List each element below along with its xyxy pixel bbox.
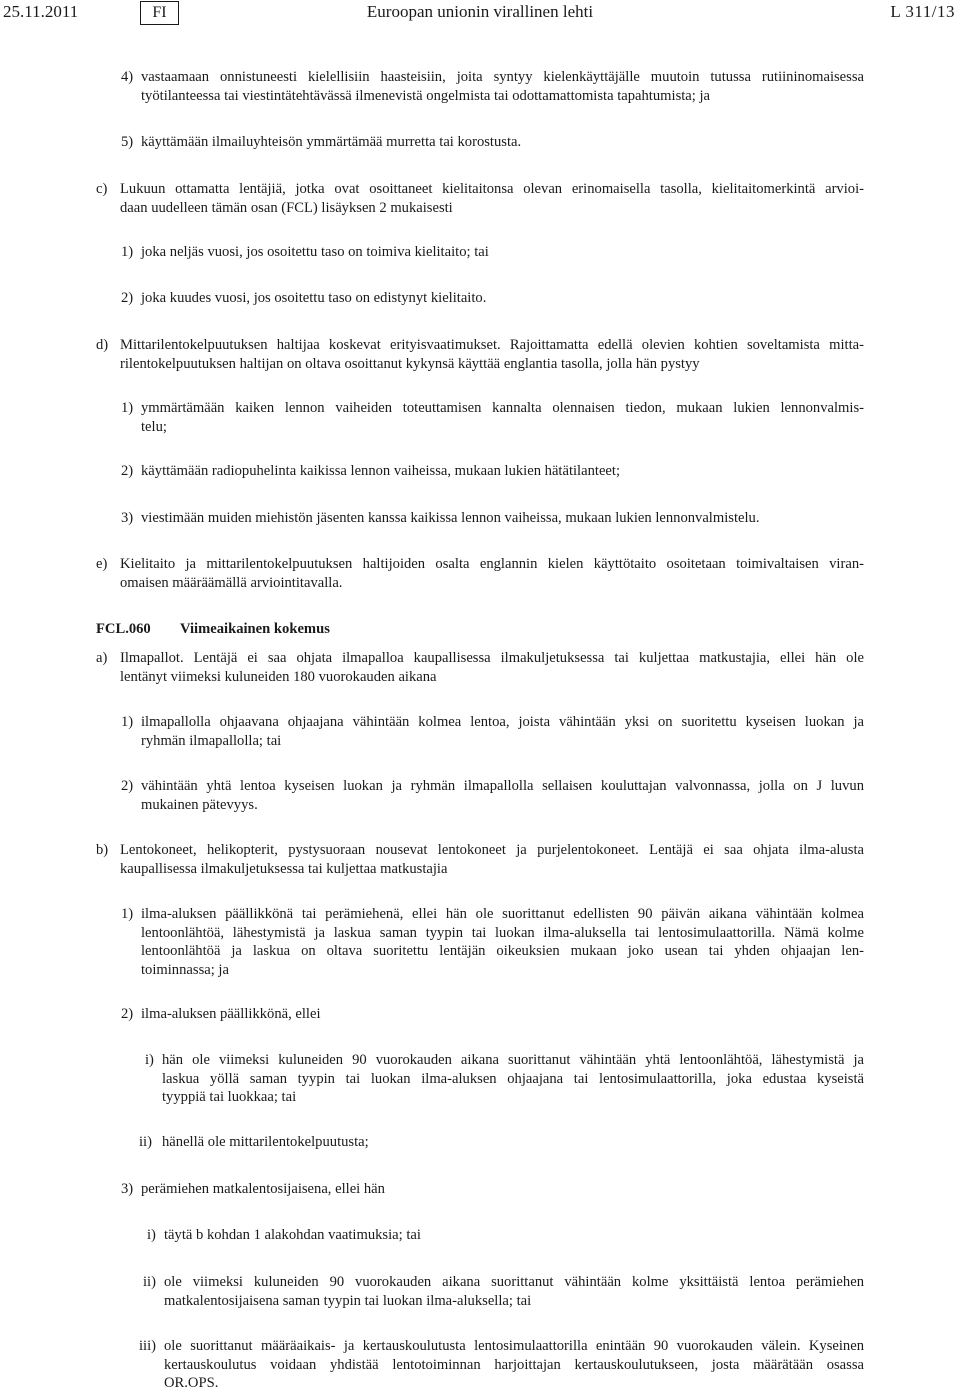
item-4-text: vastaamaan onnistuneesti kielellisiin haasteisiin, joita syntyy kielenkäyttäjälle muutoin tutussa rutiininomaisessa työtilanteessa tai viestintätehtävässä ilmenevistä ongelmista tai odottamattomista tapahtumista; ja	[141, 69, 864, 104]
section-e-text: Kielitaito ja mittarilentokelpuutuksen haltijoiden osalta englannin kielen käyttötaito osoitetaan toimivaltaisen viran- omaisen määräämällä arviointitavalla.	[120, 556, 864, 591]
section-e-label: e)	[96, 556, 108, 572]
language-badge: FI	[140, 1, 179, 25]
item-label: 5)	[121, 134, 134, 150]
page-number: L 311/13	[890, 2, 955, 21]
section-b-item-3: perämiehen matkalentosijaisena, ellei hän	[141, 1181, 385, 1197]
subitem-label: ii)	[143, 1274, 156, 1290]
page-header	[0, 0, 960, 26]
item-label: 3)	[121, 510, 134, 526]
item-label: 1)	[121, 400, 134, 416]
section-c-item-2: joka kuudes vuosi, jos osoitettu taso on edistynyt kielitaito.	[141, 290, 487, 306]
section-d-label: d)	[96, 337, 109, 353]
journal-title: Euroopan unionin virallinen lehti	[366, 2, 594, 21]
section-heading: Viimeaikainen kokemus	[180, 621, 330, 637]
subitem-label: ii)	[139, 1134, 152, 1150]
item-label: 2)	[121, 290, 134, 306]
section-a-text: Ilmapallot. Lentäjä ei saa ohjata ilmapalloa kaupallisessa ilmakuljetuksessa tai kuljettaa matkustajia, ellei hän ole lentänyt viimeksi kuluneiden 180 vuorokauden aikana	[120, 650, 864, 685]
section-b-item-2-i: hän ole viimeksi kuluneiden 90 vuorokauden aikana suorittanut vähintään yhtä lentoonlähtöä, lähestymistä ja laskua yöllä saman tyypin tai luokan ilma-aluksen ohjaajana tai lentosimulaattorilla, joka edustaa kyseistä tyyppiä tai luokkaa; tai	[162, 1052, 864, 1105]
section-d-text: Mittarilentokelpuutuksen haltijaa koskevat erityisvaatimukset. Rajoittamatta edellä olevien kohtien soveltamista mitta- rilentokelpuutuksen haltijan on oltava osoittanut kykynsä käyttää englantia tasolla, jolla hän pystyy	[120, 337, 864, 372]
item-label: 1)	[121, 244, 134, 260]
section-a-item-1: ilmapallolla ohjaavana ohjaajana vähintään kolmea lentoa, joista vähintään yksi on suoritettu kyseisen luokan ja ryhmän ilmapallolla; tai	[141, 714, 864, 749]
section-a-item-2: vähintään yhtä lentoa kyseisen luokan ja ryhmän ilmapallolla sellaisen kouluttajan valvonnassa, jolla on J luvun mukainen pätevyys.	[141, 778, 864, 813]
section-b-label: b)	[96, 842, 109, 858]
item-label: 1)	[121, 906, 134, 922]
section-c-item-1: joka neljäs vuosi, jos osoitettu taso on toimiva kielitaito; tai	[141, 244, 489, 260]
item-label: 4)	[121, 69, 134, 85]
section-d-item-1: ymmärtämään kaiken lennon vaiheiden toteuttamisen kannalta olennaisen tiedon, mukaan lukien lennonvalmis- telu;	[141, 400, 864, 435]
section-d-item-2: käyttämään radiopuhelinta kaikissa lennon vaiheissa, mukaan lukien hätätilanteet;	[141, 463, 621, 479]
section-b-text: Lentokoneet, helikopterit, pystysuoraan nousevat lentokoneet ja purjelentokoneet. Lentäjä ei saa ohjata ilma-alusta kaupallisessa ilmakuljetuksessa tai kuljettaa matkustajia	[120, 842, 864, 877]
item-label: 2)	[121, 463, 134, 479]
section-c-text: Lukuun ottamatta lentäjiä, jotka ovat osoittaneet kielitaitonsa olevan erinomaisella tasolla, kielitaitomerkintä arvioi- daan uudelleen tämän osan (FCL) lisäyksen 2 mukaisesti	[120, 181, 864, 216]
item-label: 1)	[121, 714, 134, 730]
subitem-label: iii)	[139, 1338, 157, 1354]
section-c-label: c)	[96, 181, 108, 197]
section-b-item-3-iii: ole suorittanut määräaikais- ja kertauskoulutusta lentosimulaattorilla enintään 90 vuorokauden välein. Kyseinen kertauskoulutus voidaan yhdistää lentotoiminnan harjoittajan kertauskoulutukseen, josta määrätään osassa OR.OPS.	[164, 1338, 864, 1391]
section-b-item-1: ilma-aluksen päällikkönä tai perämiehenä, ellei hän ole suorittanut edellisten 90 päivän aikana vähintään kolmea lentoonlähtöä, lähestymistä ja laskua saman tyypin tai luokan ilma-aluksella tai lentosimulaattorilla. Nämä kolme lentoonlähtöä ja laskua on oltava suoritettu lentäjän oikeuksien mukaan joko usean tai yhden ohjaajan len- toiminnassa; ja	[141, 906, 864, 978]
item-label: 2)	[121, 1006, 134, 1022]
section-b-item-3-i: täytä b kohdan 1 alakohdan vaatimuksia; tai	[164, 1227, 421, 1243]
subitem-label: i)	[145, 1052, 154, 1068]
publication-date: 25.11.2011	[3, 2, 79, 21]
item-5-text: käyttämään ilmailuyhteisön ymmärtämää murretta tai korostusta.	[141, 134, 522, 150]
section-d-item-3: viestimään muiden miehistön jäsenten kanssa kaikissa lennon vaiheissa, mukaan lukien lennonvalmistelu.	[141, 510, 760, 526]
section-b-item-3-ii: ole viimeksi kuluneiden 90 vuorokauden aikana suorittanut vähintään kolme yksittäistä lentoa perämiehen matkalentosijaisena saman tyypin tai luokan ilma-aluksella; tai	[164, 1274, 864, 1309]
item-label: 3)	[121, 1181, 134, 1197]
section-a-label: a)	[96, 650, 108, 666]
section-number: FCL.060	[96, 621, 151, 637]
section-b-item-2: ilma-aluksen päällikkönä, ellei	[141, 1006, 321, 1022]
section-b-item-2-ii: hänellä ole mittarilentokelpuutusta;	[162, 1134, 369, 1150]
subitem-label: i)	[147, 1227, 156, 1243]
item-label: 2)	[121, 778, 134, 794]
